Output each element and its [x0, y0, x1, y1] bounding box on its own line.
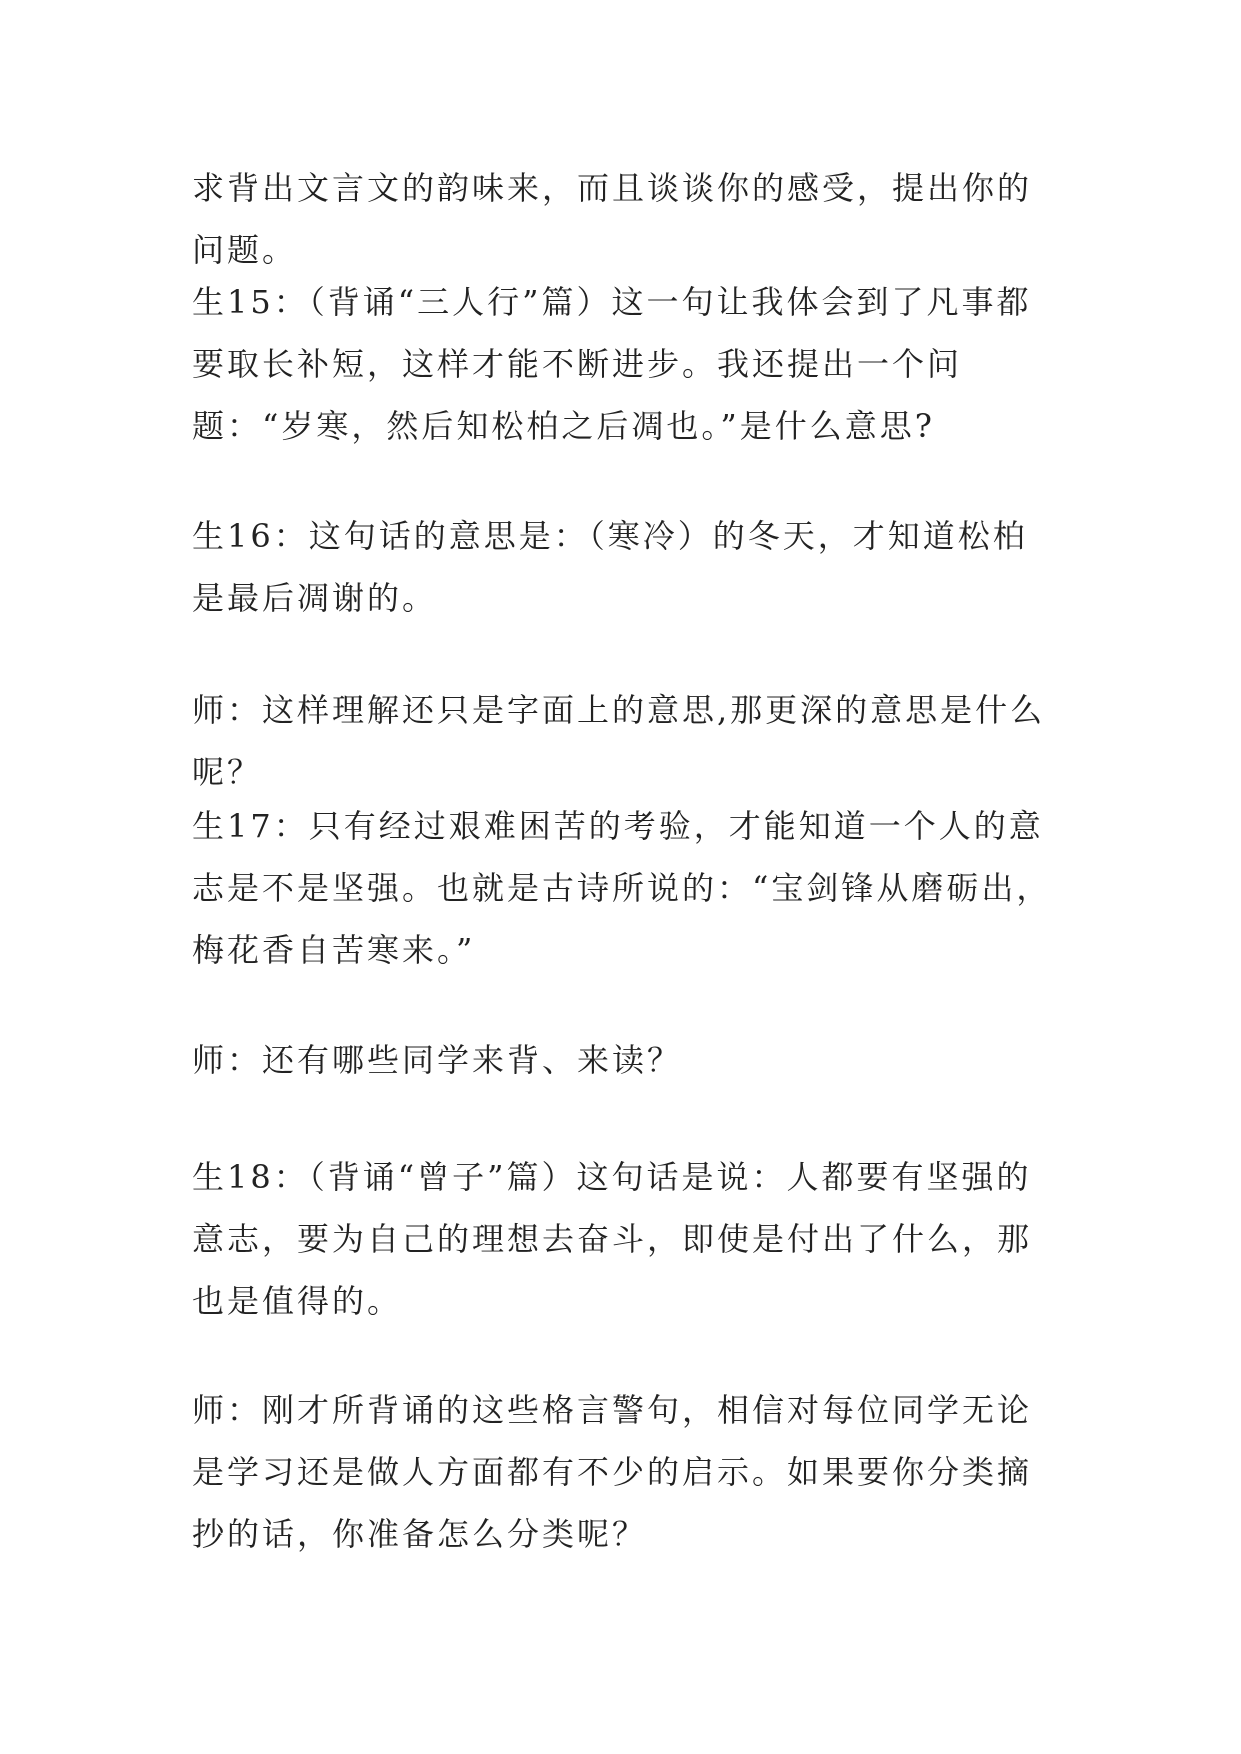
paragraph-student-17: 生17：只有经过艰难困苦的考验，才能知道一个人的意志是不是坚强。也就是古诗所说的：“宝剑锋从磨砺出，梅花香自苦寒来。” [192, 807, 1052, 969]
paragraph-intro: 求背出文言文的韵味来，而且谈谈你的感受，提出你的问题。 [192, 169, 1033, 269]
paragraph-student-15: 生15：（背诵“三人行”篇）这一句让我体会到了凡事都要取长补短，这样才能不断进步。我还提出一个问题：“岁寒，然后知松柏之后凋也。”是什么意思? [192, 283, 1032, 445]
paragraph-student-16: 生16：这句话的意思是：（寒冷）的冬天，才知道松柏是最后凋谢的。 [192, 517, 1028, 617]
paragraph-teacher-classify: 师：刚才所背诵的这些格言警句，相信对每位同学无论是学习还是做人方面都有不少的启示。如果要你分类摘抄的话，你准备怎么分类呢？ [192, 1391, 1033, 1553]
paragraph-student-18: 生18：（背诵“曾子”篇）这句话是说：人都要有坚强的意志，要为自己的理想去奋斗，即使是付出了什么，那也是值得的。 [192, 1158, 1033, 1320]
paragraph-teacher-others: 师：还有哪些同学来背、来读？ [192, 1041, 683, 1079]
paragraph-teacher-deeper-meaning: 师：这样理解还只是字面上的意思,那更深的意思是什么呢？ [192, 691, 1046, 791]
